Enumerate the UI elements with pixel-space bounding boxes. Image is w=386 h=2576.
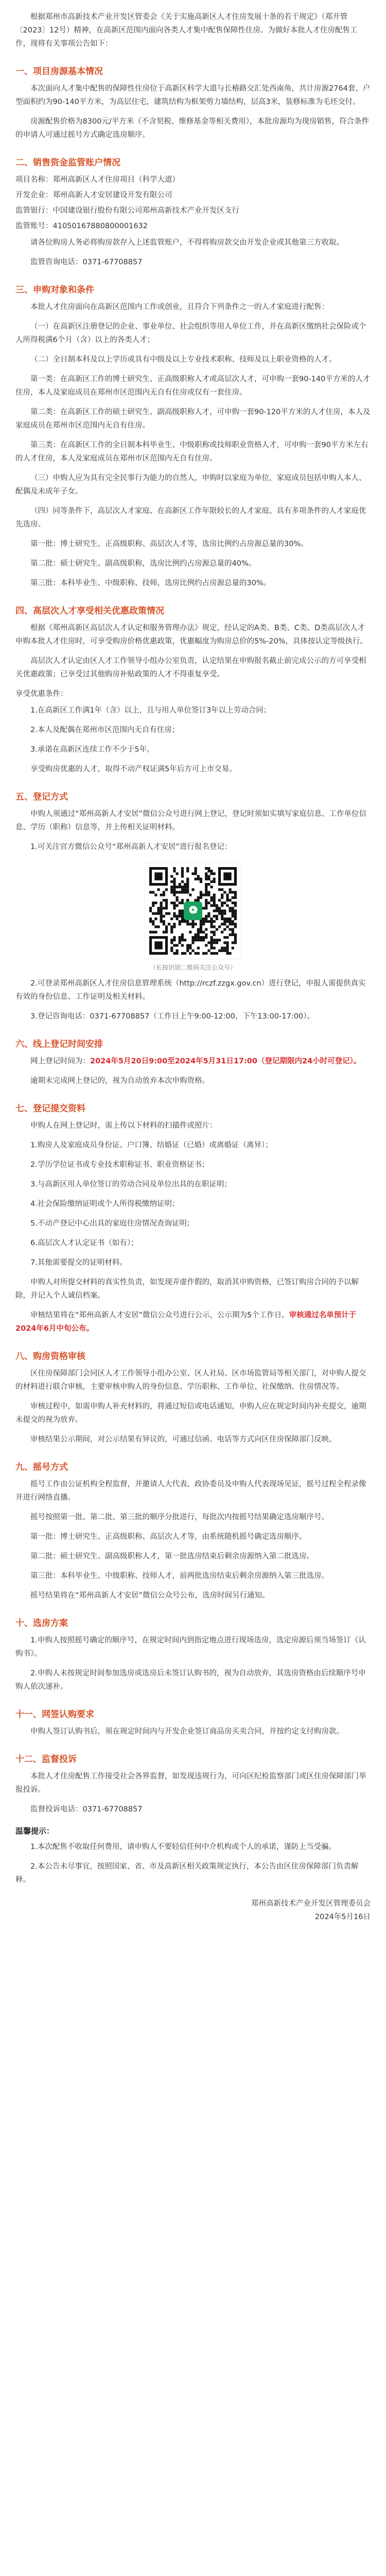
section-9-p2: 摇号按照第一批、第二批、第三批的顺序分批进行，每批次内按摇号结果确定选房顺序号。	[30, 1513, 329, 1521]
account-line	[15, 219, 371, 233]
section-4-p3: 享受购房优惠的人才，取得不动产权证满5年后方可上市交易。	[30, 765, 237, 773]
section-7-l6: 6.高层次人才认定证书（如有）；	[30, 1239, 138, 1247]
section-5-p4: 3.登记咨询电话：0371-67708857（工作日上午9:00-12:00，下午13:00-17:00）。	[30, 1012, 314, 1021]
section-7-p3-text: 审核结果将在“郑州高新人才安居”微信公众号进行公示，公示期为5个工作日。	[30, 1311, 289, 1319]
section-4-list-title: 享受优惠条件：	[15, 690, 68, 698]
section-5-title: 五、登记方式	[15, 792, 68, 802]
section-8-title: 八、购房资格审核	[15, 1351, 85, 1362]
section-9-p1: 摇号工作由公证机构全程监督，并邀请人大代表、政协委员及申购人代表现场见证，摇号过程全程录像并进行网络直播。	[15, 1480, 366, 1502]
company-line	[15, 189, 371, 202]
section-12-p1: 本批人才住房配售工作接受社会各界监督，如发现违规行为，可向区纪检监察部门或区住房保障部门举报投诉。	[15, 1772, 366, 1794]
section-12-p2: 监督投诉电话：0371-67708857	[30, 1805, 143, 1814]
company-label: 开发企业：	[15, 191, 53, 199]
section-7-l1: 1.购房人及家庭成员身份证、户口簿、结婚证（已婚）或离婚证（离异）；	[30, 1141, 273, 1149]
section-11-p1: 申购人签订认购书后，须在规定时间内与开发企业签订商品房买卖合同，并按约定支付购房款。	[30, 1727, 344, 1736]
qr-caption: （长按识别二维码关注公众号）	[149, 964, 236, 971]
section-3-p7: （三）申购人应为具有完全民事行为能力的自然人，申购时以家庭为单位，家庭成员包括申购人本人、配偶及未成年子女。	[15, 474, 366, 496]
bank-line	[15, 204, 371, 217]
project-name-line	[15, 173, 371, 187]
section-7-l2: 2.学历学位证书或专业技术职称证书、职业资格证书；	[30, 1161, 209, 1169]
notice-2: 2.本公告未尽事宜，按照国家、省、市及高新区相关政策规定执行，本公告由区住房保障部门负责解释。	[15, 1862, 359, 1884]
section-7-l4: 4.社会保险缴纳证明或个人所得税缴纳证明；	[30, 1200, 180, 1208]
intro-paragraph: 根据郑州市高新技术产业开发区管委会《关于实施高新区人才住房发展十条的若干规定》（郑开管〔2023〕12号）精神，在高新区范围内面向各类人才集中配售保障性住房。为做好本批人才住房配售工作，现将有关事项公告如下：	[15, 13, 358, 48]
section-7-p3	[15, 1309, 371, 1335]
section-8-p3: 审核结果公示期间，对公示结果有异议的，可通过信函、电话等方式向区住房保障部门反映。	[30, 1435, 337, 1444]
bank-label: 监管银行：	[15, 207, 53, 215]
section-7-p1: 申购人在网上登记时，需上传以下材料的扫描件或照片：	[30, 1122, 217, 1130]
section-4-p2: 高层次人才认定由区人才工作领导小组办公室负责，认定结果在申购报名截止前完成公示的方可享受相关优惠政策；已享受过其他购房补贴政策的人才不得重复享受。	[15, 657, 366, 679]
section-9-p6: 摇号结果将在“郑州高新人才安居”微信公众号公布，选房时间另行通知。	[30, 1591, 270, 1600]
section-4-l3: 3.承诺在高新区连续工作不少于5年。	[30, 745, 154, 754]
section-4-l2: 2.本人及配偶在郑州市区范围内无自有住房；	[30, 726, 180, 734]
section-7-l5: 5.不动产登记中心出具的家庭住房情况查询证明；	[30, 1219, 195, 1228]
section-3-p10: 第二批：硕士研究生、副高级职称，选房比例约占房源总量的40%。	[30, 560, 256, 568]
section-9-title: 九、摇号方式	[15, 1462, 68, 1472]
section-3-p6: 第三类：在高新区工作的全日制本科毕业生、中级职称或技师职业资格人才，可申购一套90平方米左右的人才住房，本人及家庭成员在郑州市区范围内无自有住房。	[15, 441, 369, 463]
section-8-p2: 审核过程中，如需申购人补充材料的，将通过短信或电话通知，申购人应在规定时间内补充提交，逾期未提交的视为放弃。	[15, 1402, 366, 1424]
section-4-title: 四、高层次人才享受相关优惠政策情况	[15, 606, 164, 616]
section-9-p3: 第一批：博士研究生、正高级职称、高层次人才等，由系统随机摇号确定选房顺序。	[30, 1533, 307, 1541]
section-3-title: 三、申购对象和条件	[15, 285, 94, 295]
section-6-title: 六、线上登记时间安排	[15, 1039, 103, 1049]
section-3-p3: （二）全日制本科及以上学历或具有中级及以上专业技术职称、技师及以上职业资格的人才。	[30, 355, 337, 364]
section-9-p4: 第二批：硕士研究生、副高级职称人才，第一批选房结束后剩余房源纳入第二批选房。	[30, 1552, 314, 1561]
section-11-title: 十一、网签认购要求	[15, 1709, 94, 1720]
account-value: 41050167880800001632	[52, 222, 148, 230]
section-4-p1: 根据《郑州高新区高层次人才认定和服务管理办法》规定，经认定的A类、B类、C类、D类高层次人才申购本批人才住房时，可享受购房价格优惠政策，优惠幅度为购房总价的5%-20%，具体按认定等级执行。	[15, 624, 367, 646]
notice-title: 温馨提示：	[15, 1826, 55, 1836]
section-5-p3-text: 2.可登录郑州高新区人才住房信息管理系统（http://rczf.zzgx.gov.cn）进行登记，申报人需提供真实有效的身份信息、工作证明及相关材料。	[15, 979, 366, 1001]
section-2-p2: 监管咨询电话：0371-67708857	[30, 258, 143, 266]
section-7-l7: 7.其他需要提交的证明材料。	[30, 1259, 127, 1267]
section-2-title: 二、销售资金监管账户情况	[15, 158, 120, 168]
account-label: 监管账号：	[15, 222, 53, 230]
section-10-title: 十、选房方案	[15, 1618, 68, 1629]
section-6-p1-text: 网上登记时间为：	[30, 1057, 90, 1065]
section-1-p2: 房源配售价格为8300元/平方米（不含契税、维修基金等相关费用），本批房源均为现房销售，符合条件的申请人可通过摇号方式确定选房顺序。	[15, 117, 370, 139]
qr-code-block	[15, 863, 371, 972]
section-6-p2: 逾期未完成网上登记的，视为自动放弃本次申购资格。	[30, 1077, 209, 1085]
issue-date: 2024年5月16日	[314, 1913, 371, 1921]
section-9-p5: 第三批：本科毕业生、中级职称、技师人才，前两批选房结束后剩余房源纳入第三批选房。	[30, 1572, 329, 1580]
section-1-title: 一、项目房源基本情况	[15, 66, 103, 77]
section-8-p1: 区住房保障部门会同区人才工作领导小组办公室、区人社局、区市场监管局等相关部门，对申购人提交的材料进行联合审核，主要审核申购人的身份信息、学历职称、工作单位、社保缴纳、住房情况等。	[15, 1369, 366, 1391]
section-5-p2: 1.可关注官方微信公众号“郑州高新人才安居”进行报名登记：	[30, 843, 232, 851]
section-3-p11: 第三批：本科毕业生、中级职称、技师，选房比例约占房源总量的30%。	[30, 579, 271, 587]
section-3-p8: （四）同等条件下，高层次人才家庭、在高新区工作年限较长的人才家庭、具有多项条件的人才家庭优先选房。	[15, 507, 366, 529]
section-4-l1: 1.在高新区工作满1年（含）以上，且与用人单位签订3年以上劳动合同；	[30, 706, 271, 715]
section-3-p5: 第二类：在高新区工作的硕士研究生、副高级职称人才，可申购一套90-120平方米的人才住房，本人及家庭成员在郑州市区范围内无自有住房。	[15, 408, 371, 430]
notice-1: 1.本次配售不收取任何费用，请申购人不要轻信任何中介机构或个人的承诺，谨防上当受骗。	[30, 1843, 336, 1851]
project-value: 郑州高新区人才住房项目（科学大道）	[52, 176, 180, 184]
bank-value: 中国建设银行股份有限公司郑州高新技术产业开发区支行	[52, 207, 239, 215]
section-10-p1: 1.申购人按照摇号确定的顺序号，在规定时间内到指定地点进行现场选房，选定房源后须当场签订《认购书》。	[15, 1636, 366, 1658]
section-5-p1: 申购人须通过“郑州高新人才安居”微信公众号进行网上登记，登记时须如实填写家庭信息、工作单位信息、学历（职称）信息等，并上传相关证明材料。	[15, 810, 367, 832]
section-10-p2: 2.申购人未按规定时间参加选房或选房后未签订认购书的，视为自动放弃，其选房资格由后续顺序号申购人依次递补。	[15, 1669, 366, 1691]
project-label: 项目名称：	[15, 176, 53, 184]
section-7-p2: 申购人对所提交材料的真实性负责，如发现弄虚作假的，取消其申购资格，已签订购房合同的予以解除，并记入个人诚信档案。	[15, 1278, 359, 1300]
section-5-p3	[15, 977, 371, 1004]
section-12-title: 十二、监督投诉	[15, 1754, 77, 1765]
signature-block	[15, 1897, 371, 1924]
wechat-logo-icon	[184, 902, 202, 920]
section-2-p1: 请各位购房人务必将购房款存入上述监管账户，不得将购房款交由开发企业或其他第三方收取。	[30, 239, 344, 247]
company-value: 郑州高新人才安居建设开发有限公司	[52, 191, 172, 199]
review-result-highlight: 审核通过名单预计于2024年6月中旬公布。	[15, 1311, 357, 1333]
section-1-p1: 本次面向人才集中配售的保障性住房位于高新区科学大道与长椿路交汇处西南角，共计房源2764套，户型面积约为90-140平方米，为高层住宅，建筑结构为框架剪力墙结构，层高3米，装修标准为毛坯交付。	[15, 84, 371, 106]
section-3-p4: 第一类：在高新区工作的博士研究生、正高级职称人才或高层次人才，可申购一套90-140平方米的人才住房，本人及家庭成员在郑州市区范围内无自有住房或仅有一套住房。	[15, 375, 371, 397]
section-7-title: 七、登记提交资料	[15, 1104, 85, 1114]
issuing-org: 郑州高新技术产业开发区管理委员会	[251, 1900, 371, 1908]
section-3-p1: 本批人才住房面向在高新区范围内工作或创业，且符合下列条件之一的人才家庭进行配售：	[30, 303, 329, 311]
wechat-qr-code[interactable]	[145, 863, 241, 959]
section-7-l3: 3.与高新区用人单位签订的劳动合同及单位出具的在职证明；	[30, 1180, 232, 1189]
section-3-p2: （一）在高新区注册登记的企业、事业单位、社会组织等用人单位工作，并在高新区缴纳社会保险或个人所得税满6个月（含）以上的各类人才；	[15, 323, 366, 344]
registration-time-highlight: 2024年5月20日9:00至2024年5月31日17:00（登记期限内24小时可登记）。	[90, 1057, 361, 1065]
section-6-p1	[15, 1055, 371, 1068]
section-3-p9: 第一批：博士研究生、正高级职称、高层次人才等，选房比例约占房源总量的30%。	[30, 540, 308, 548]
